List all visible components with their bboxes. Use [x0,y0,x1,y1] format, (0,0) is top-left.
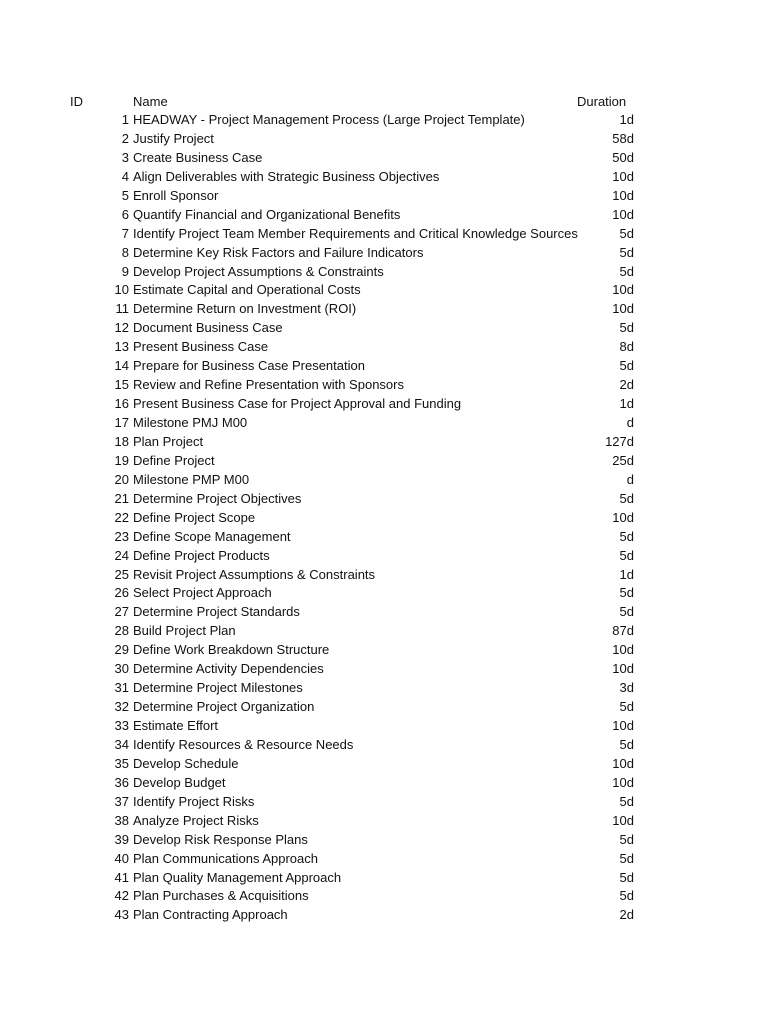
task-id: 35 [114,755,129,771]
table-row [0,471,768,490]
task-id: 12 [114,320,129,336]
table-row [0,603,768,622]
task-duration: 25d [612,452,634,468]
task-id: 13 [114,339,129,355]
table-row [0,812,768,831]
task-duration: 10d [612,282,634,298]
task-name: Document Business Case [133,320,283,336]
task-name: Develop Project Assumptions & Constraints [133,263,384,279]
task-name: Define Work Breakdown Structure [133,642,330,658]
table-row [0,225,768,244]
header-name: Name [133,94,168,109]
task-duration: 5d [619,244,634,260]
table-row [0,660,768,679]
table-row [0,244,768,263]
table-row [0,528,768,547]
task-name: Determine Activity Dependencies [133,661,324,677]
task-duration: 10d [612,206,634,222]
table-row [0,433,768,452]
table-row [0,168,768,187]
task-id: 36 [114,774,129,790]
task-id: 26 [114,585,129,601]
table-row [0,869,768,888]
task-id: 31 [114,680,129,696]
table-row [0,357,768,376]
task-name: Plan Quality Management Approach [133,869,342,885]
task-id: 28 [114,623,129,639]
task-duration: 5d [619,585,634,601]
task-duration: 5d [619,604,634,620]
task-name: Milestone PMP M00 [133,471,250,487]
task-duration: 10d [612,774,634,790]
task-duration: 5d [619,225,634,241]
task-id: 34 [114,736,129,752]
task-id: 1 [121,112,129,127]
table-row [0,376,768,395]
task-name: Milestone PMJ M00 [133,415,248,430]
task-duration: 10d [612,187,634,203]
task-id: 8 [121,244,129,260]
table-row [0,679,768,698]
task-duration: 5d [619,831,634,847]
task-name: Build Project Plan [133,623,236,639]
header-id: ID [70,94,83,109]
table-row [0,736,768,755]
table-row [0,774,768,793]
task-name: Present Business Case [133,339,269,355]
table-row [0,414,768,433]
task-duration: 10d [612,755,634,771]
table-row [0,755,768,774]
task-duration: 5d [619,528,634,544]
task-name: Select Project Approach [133,585,272,601]
task-duration: 1d [619,566,634,582]
table-row [0,887,768,906]
task-duration: 5d [619,547,634,563]
task-duration: 8d [619,339,634,355]
task-id: 33 [114,718,129,733]
task-table [0,111,768,925]
table-row [0,319,768,338]
task-duration: 10d [612,301,634,317]
task-duration: 58d [612,130,634,146]
task-duration: 1d [619,112,634,127]
task-name: Quantify Financial and Organizational Benefits [133,206,401,222]
task-duration: 10d [612,812,634,828]
task-name: Plan Purchases & Acquisitions [133,888,309,904]
task-duration: 127d [605,433,634,449]
task-id: 2 [121,130,129,146]
task-name: Define Scope Management [133,528,291,544]
task-name: Estimate Effort [133,718,219,733]
task-name: Justify Project [133,130,214,146]
task-name: Determine Project Milestones [133,680,303,696]
task-id: 21 [114,490,129,506]
task-duration: 5d [619,358,634,374]
task-name: Identify Resources & Resource Needs [133,736,354,752]
task-id: 10 [114,282,129,298]
task-name: Develop Schedule [133,755,239,771]
task-name: Define Project Scope [133,509,256,525]
table-row [0,793,768,812]
task-name: Prepare for Business Case Presentation [133,358,365,374]
task-duration: 87d [612,623,634,639]
table-row [0,698,768,717]
task-id: 15 [114,377,129,393]
task-duration: 5d [619,263,634,279]
task-duration: 1d [619,396,634,412]
task-id: 6 [121,206,129,222]
task-id: 37 [114,793,129,809]
task-id: 32 [114,699,129,715]
task-id: 23 [114,528,129,544]
task-duration: 5d [619,869,634,885]
task-name: Determine Project Objectives [133,490,302,506]
task-name: Enroll Sponsor [133,187,219,203]
task-duration: 3d [619,680,634,696]
table-row [0,206,768,225]
table-row [0,490,768,509]
task-duration: 5d [619,850,634,866]
task-id: 25 [114,566,129,582]
task-id: 29 [114,642,129,658]
task-duration: 10d [612,509,634,525]
task-name: Identify Project Team Member Requirements and Critical Knowledge Sources [133,225,578,241]
task-duration: 2d [619,907,634,923]
task-id: 20 [114,471,129,487]
task-name: Define Project [133,452,215,468]
task-id: 40 [114,850,129,866]
task-duration: 5d [619,320,634,336]
table-row [0,281,768,300]
task-duration: 10d [612,718,634,733]
task-name: Plan Project [133,433,204,449]
task-id: 4 [121,168,129,184]
task-id: 24 [114,547,129,563]
task-id: 14 [114,358,129,374]
table-row [0,395,768,414]
task-name: Estimate Capital and Operational Costs [133,282,361,298]
task-id: 9 [121,263,129,279]
table-row [0,111,768,130]
table-row [0,717,768,736]
task-name: Determine Project Standards [133,604,300,620]
table-row [0,263,768,282]
task-id: 22 [114,509,129,525]
task-duration: 5d [619,699,634,715]
table-row [0,509,768,528]
task-duration: 5d [619,793,634,809]
task-duration: d [626,415,634,430]
task-duration: 50d [612,149,634,165]
table-row [0,831,768,850]
task-id: 30 [114,661,129,677]
table-row [0,641,768,660]
task-name: HEADWAY - Project Management Process (Large Project Template) [133,112,525,127]
table-row [0,452,768,471]
table-row [0,850,768,869]
table-row [0,622,768,641]
table-row [0,149,768,168]
task-duration: 5d [619,490,634,506]
task-duration: 2d [619,377,634,393]
table-row [0,906,768,925]
table-row [0,584,768,603]
task-id: 3 [121,149,129,165]
task-id: 11 [115,301,129,317]
header-duration: Duration [577,94,627,109]
task-id: 43 [114,907,129,923]
task-name: Plan Contracting Approach [133,907,288,923]
task-name: Create Business Case [133,149,263,165]
task-id: 16 [114,396,129,412]
table-row [0,187,768,206]
table-row [0,300,768,319]
task-id: 39 [114,831,129,847]
table-row [0,566,768,585]
task-name: Define Project Products [133,547,270,563]
task-name: Align Deliverables with Strategic Business Objectives [133,168,440,184]
table-row [0,547,768,566]
task-name: Identify Project Risks [133,793,255,809]
task-id: 41 [114,869,129,885]
task-duration: d [626,471,634,487]
table-row [0,130,768,149]
task-id: 19 [114,452,129,468]
task-name: Present Business Case for Project Approval and Funding [133,396,462,412]
task-name: Plan Communications Approach [133,850,318,866]
header-row [0,93,768,111]
task-name: Determine Project Organization [133,699,315,715]
task-name: Develop Risk Response Plans [133,831,308,847]
task-name: Determine Return on Investment (ROI) [133,301,357,317]
task-id: 42 [114,888,129,904]
table-row [0,338,768,357]
task-id: 17 [114,415,129,430]
task-id: 38 [114,812,129,828]
task-name: Analyze Project Risks [133,812,259,828]
task-name: Revisit Project Assumptions & Constraints [133,566,376,582]
task-id: 5 [121,187,129,203]
task-duration: 5d [619,888,634,904]
task-duration: 10d [612,661,634,677]
task-id: 7 [121,225,129,241]
task-name: Develop Budget [133,774,226,790]
task-id: 27 [114,604,129,620]
task-id: 18 [114,433,129,449]
task-duration: 10d [612,168,634,184]
task-duration: 5d [619,736,634,752]
task-name: Review and Refine Presentation with Sponsors [133,377,404,393]
task-name: Determine Key Risk Factors and Failure Indicators [133,244,424,260]
task-duration: 10d [612,642,634,658]
